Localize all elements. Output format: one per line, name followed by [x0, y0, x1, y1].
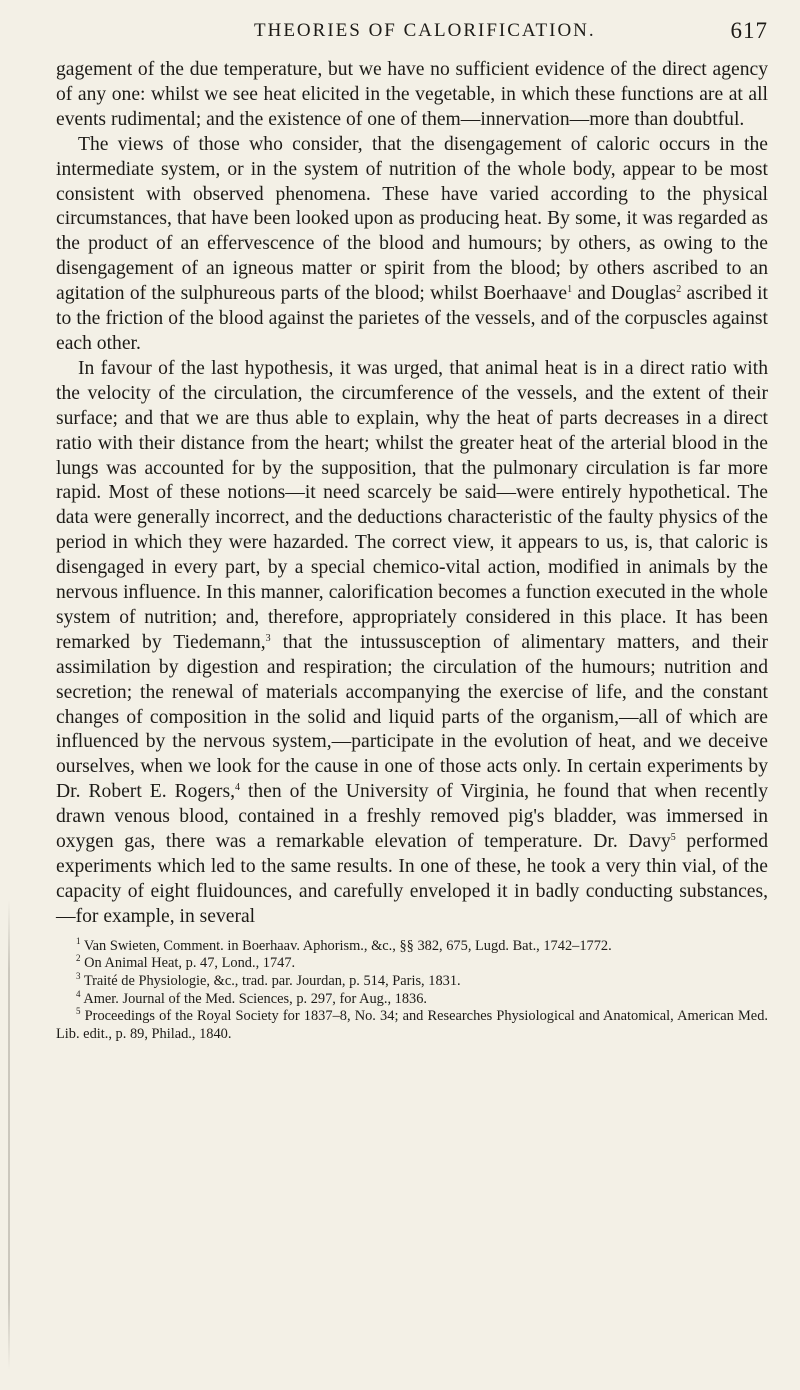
footnote-number: 2	[76, 953, 81, 964]
body-text	[56, 58, 768, 930]
book-page	[56, 18, 768, 1378]
footnote: $^5$ Proceedings of the Royal Society for 1837–8, No. 34; and Researches Physiological and Anatomical, American Med. Lib. edit., p. 89, Philad., 1840.	[56, 1006, 768, 1042]
running-title: THEORIES OF CALORIFICATION.	[254, 20, 596, 41]
running-head	[56, 18, 768, 48]
footnote-ref: 5	[670, 832, 676, 844]
footnote: $^2$ On Animal Heat, p. 47, Lond., 1747.	[76, 953, 296, 972]
footnote: $^1$ Van Swieten, Comment. in Boerhaav. Aphorism., &c., §§ 382, 675, Lugd. Bat., 1742–1772.	[76, 935, 612, 954]
footnote-ref: 2	[676, 284, 682, 296]
paragraph: The views of those who consider, that the disengagement of caloric occurs in the intermediate system, or in the system of nutrition of the whole body, appear to be most consistent with observed phenomena. These have varied according to the physical circumstances, that have been looked upon as producing heat. By some, it was regarded as the product of an effervescence of the blood and humours; by others, as owing to the disengagement of an igneous matter or spirit from the blood; by others ascribed to an agitation of the sulphureous parts of the blood; whilst Boerhaave$^1$ and Douglas$^2$ ascribed it to the friction of the blood against the parietes of the vessels, and of the corpuscles against each other.	[56, 133, 768, 354]
footnote-ref: 4	[234, 782, 240, 794]
paragraph: In favour of the last hypothesis, it was urged, that animal heat is in a direct ratio with the velocity of the circulation, the circumference of the vessels, and the extent of their surface; and that we are thus able to explain, why the heat of parts decreases in a direct ratio with their distance from the heart; whilst the greater heat of the arterial blood in the lungs was accounted for by the supposition, that the pulmonary circulation is far more rapid. Most of these notions—it need scarcely be said—were entirely hypothetical. The data were generally incorrect, and the deductions characteristic of the faulty physics of the period in which they were hazarded. The correct view, it appears to us, is, that caloric is disengaged in every part, by a special chemico-vital action, modified in animals by the nervous influence. In this manner, calorification becomes a function executed in the whole system of nutrition; and, therefore, appropriately considered in this place. It has been remarked by Tiedemann,$^3$ that the intussusception of alimentary matters, and their assimilation by digestion and respiration; the circulation of the humours; nutrition and secretion; the renewal of materials accompanying the exercise of life, and the constant changes of composition in the solid and liquid parts of the organism,—all of which are influenced by the nervous system,—participate in the evolution of heat, and we deceive ourselves, when we look for the cause in one of those acts only. In certain experiments by Dr. Robert E. Rogers,$^4$ then of the University of Virginia, he found that when recently drawn venous blood, contained in a freshly removed pig's bladder, was immersed in oxygen gas, there was a remarkable elevation of temperature. Dr. Davy$^5$ performed experiments which led to the same results. In one of these, he took a very thin vial, of the capacity of eight fluidounces, and carefully enveloped it in badly conducting substances,—for example, in several	[56, 357, 769, 927]
footnote: $^3$ Traité de Physiologie, &c., trad. par. Jourdan, p. 514, Paris, 1831.	[76, 970, 461, 989]
page-number: 617	[730, 18, 768, 43]
footnote-number: 5	[76, 1006, 81, 1017]
footnote: $^4$ Amer. Journal of the Med. Sciences, p. 297, for Aug., 1836.	[76, 988, 428, 1007]
paragraph: gagement of the due temperature, but we have no sufficient evidence of the direct agency of any one: whilst we see heat elicited in the vegetable, in which these functions are at all events rudimental; and the existence of one of them—innervation—more than doubtful.	[56, 59, 768, 130]
footnotes	[56, 935, 768, 1044]
binding-shadow	[8, 900, 10, 1370]
footnote-number: 3	[76, 970, 81, 981]
footnote-ref: 3	[265, 632, 271, 644]
footnote-number: 4	[76, 988, 81, 999]
footnote-number: 1	[76, 935, 81, 946]
footnote-ref: 1	[567, 284, 573, 296]
